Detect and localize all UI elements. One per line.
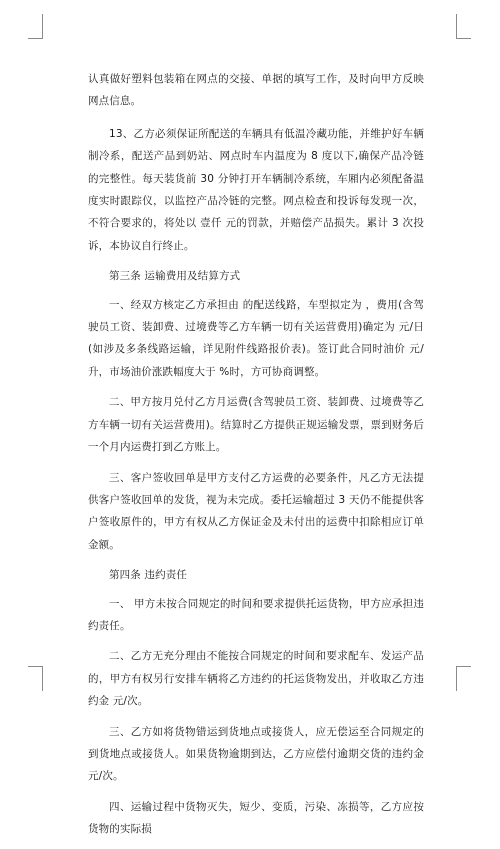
section-heading-article-4: 第四条 违约责任 xyxy=(109,569,188,582)
paragraph-clause-13: 13、乙方必须保证所配送的车辆具有低温冷藏功能，并维护好车辆制冷系，配送产品到奶站、网点时车内温度为 8 度以下,确保产品冷链的完整性。每天装货前 30 分钟打开车辆制冷系统，车厢内必须配备温度实时跟踪仪，以监控产品冷链的完整。网点检查和投诉每发现一次，不符合要求的，将处以 壹仟 元的罚款，并赔偿产品损失。累计 3 次投诉，本协议自行终止。 xyxy=(88,127,424,252)
paragraph-article-4-item-4: 四、运输过程中货物灭失，短少、变质，污染、冻损等，乙方应按货物的实际损 xyxy=(88,800,424,836)
paragraph-article-4-item-1: 一、 甲方未按合同规定的时间和要求提供托运货物，甲方应承担违约责任。 xyxy=(88,597,424,632)
paragraph-article-4-item-2: 二、乙方无充分理由不能按合同规定的时间和要求配车、发运产品的，甲方有权另行安排车辆将乙方违约的托运货物发出，并收取乙方违约金 元/次。 xyxy=(88,650,424,708)
paragraph-article-3-item-3: 三、客户签收回单是甲方支付乙方运费的必要条件，凡乙方无法提供客户签收回单的发货，视为未完成。委托运输超过 3 天仍不能提供客户签收原件的，甲方有权从乙方保证金及未付出的运费中扣除相应订单金额。 xyxy=(88,471,424,551)
paragraph-article-3-item-1: 一、经双方核定乙方承担由 的配送线路，车型拟定为 ，费用(含驾驶员工资、装卸费、过境费等乙方车辆一切有关运营费用)确定为 元/日(如涉及多条线路运输，详见附件线路报价表)。签订此合同时油价 元/升，市场油价涨跌幅度大于 %时，方可协商调整。 xyxy=(88,298,424,378)
crop-mark-top-right xyxy=(456,14,471,39)
section-heading-article-3: 第三条 运输费用及结算方式 xyxy=(109,270,241,283)
paragraph-article-3-item-2: 二、甲方按月兑付乙方月运费(含驾驶员工资、装卸费、过境费等乙方车辆一切有关运营费用)。结算时乙方提供正规运输发票，票到财务后一个月内运费打到乙方账上。 xyxy=(88,396,424,454)
paragraph-continuation: 认真做好塑料包装箱在网点的交接、单据的填写工作，及时向甲方反映网点信息。 xyxy=(88,73,424,108)
crop-mark-bottom-left xyxy=(28,666,43,691)
crop-mark-top-left xyxy=(28,14,43,39)
document-body xyxy=(88,68,424,849)
paragraph-article-4-item-3: 三、乙方如将货物错运到货地点或接货人，应无偿运至合同规定的到货地点或接货人。如果货物逾期到达，乙方应偿付逾期交货的违约金 元/次。 xyxy=(88,725,424,783)
crop-mark-bottom-right xyxy=(456,666,471,691)
